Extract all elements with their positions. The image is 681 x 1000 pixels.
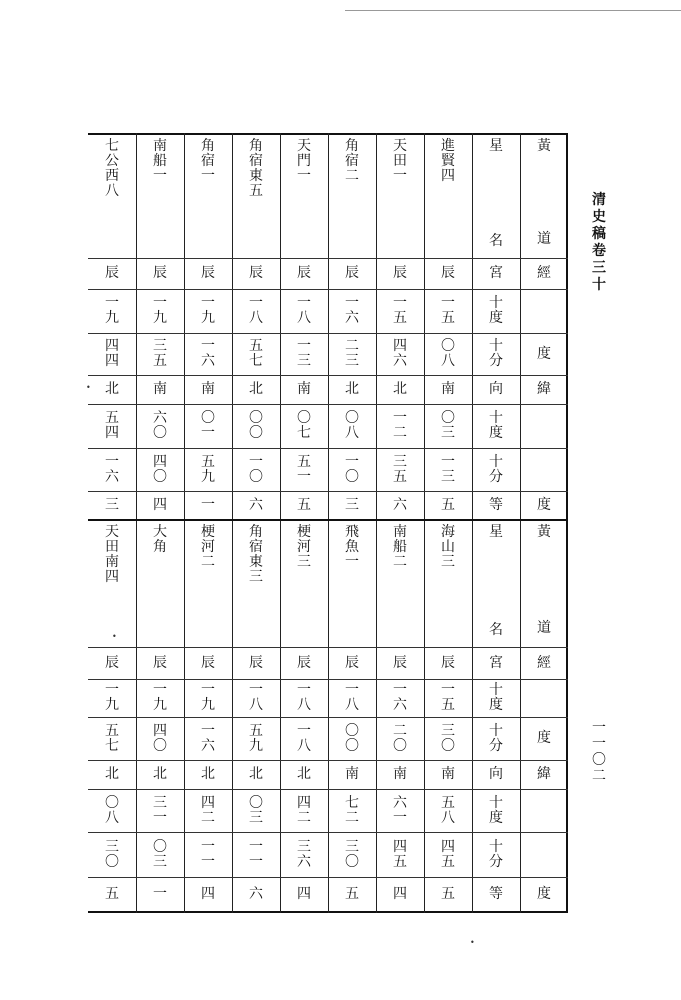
top-jd-cell: 一 五 [441, 295, 455, 326]
bottom-gong-cell: 辰 [345, 654, 359, 671]
bottom-jf-cell: 二 〇 [393, 722, 407, 754]
top-grade-cell: 三 [345, 496, 359, 513]
bottom-gong-cell: 辰 [297, 654, 311, 671]
bottom-jd-cell: 一 八 [345, 682, 359, 713]
bottom-jd-cell: 一 八 [249, 682, 263, 713]
bottom-jf-cell: 三 〇 [441, 722, 455, 754]
header-shidu: 十 度 [489, 410, 503, 441]
bottom-jd-cell: 一 八 [297, 682, 311, 713]
top-grade-cell: 四 [153, 496, 167, 513]
top-dir-cell: 南 [153, 381, 167, 397]
header-shifen: 十 分 [489, 338, 503, 369]
top-name-cell: 進 賢 四 [441, 138, 455, 184]
bottom-jd-cell: 一 六 [393, 682, 407, 713]
header-xing: 星 [489, 524, 503, 540]
top-wd-cell: 一 二 [393, 410, 407, 441]
bottom-wf-cell: 一 一 [201, 838, 215, 870]
top-grade-cell: 五 [441, 496, 455, 513]
bottom-name-cell: 天 田 南 四 [105, 524, 119, 585]
top-wf-cell: 三 五 [393, 453, 407, 485]
bottom-name-cell: 梗 河 二 [201, 524, 215, 570]
header-shidu: 十 度 [489, 794, 503, 826]
top-wf-cell: 五 一 [297, 453, 311, 485]
top-wd-cell: 六 〇 [153, 410, 167, 441]
top-dir-cell: 南 [201, 381, 215, 397]
bottom-grade-cell: 六 [249, 885, 263, 902]
bottom-jd-cell: 一 五 [441, 682, 455, 713]
bottom-wd-cell: 〇 三 [249, 794, 263, 826]
top-jf-cell: 二 三 [345, 338, 359, 369]
top-name-cell: 七 公 西 八 [105, 138, 119, 199]
row-divider [520, 877, 568, 878]
top-gong-cell: 辰 [297, 265, 311, 281]
top-name-cell: 角 宿 二 [345, 138, 359, 184]
top-wf-cell: 一 〇 [249, 453, 263, 485]
top-name-cell: 角 宿 一 [201, 138, 215, 184]
header-jing: 經 [537, 265, 551, 281]
scan-speck: • [112, 632, 117, 641]
top-dir-cell: 北 [393, 381, 407, 397]
bottom-jf-cell: 五 七 [105, 722, 119, 754]
bottom-wf-cell: 三 六 [297, 838, 311, 870]
bottom-wd-cell: 〇 八 [105, 794, 119, 826]
header-shifen: 十 分 [489, 453, 503, 485]
top-gong-cell: 辰 [105, 265, 119, 281]
top-dir-cell: 南 [441, 381, 455, 397]
row-divider [520, 789, 568, 790]
header-gong: 宮 [489, 265, 503, 281]
bottom-wf-cell: 三 〇 [345, 838, 359, 870]
bottom-name-cell: 海 山 三 [441, 524, 455, 570]
bottom-gong-cell: 辰 [441, 654, 455, 671]
bottom-name-cell: 角 宿 東 三 [249, 524, 263, 585]
bottom-dir-cell: 北 [297, 766, 311, 782]
bottom-jf-cell: 一 八 [297, 722, 311, 754]
top-jf-cell: 〇 八 [441, 338, 455, 369]
top-jd-cell: 一 六 [345, 295, 359, 326]
bottom-gong-cell: 辰 [153, 654, 167, 671]
header-shifen: 十 分 [489, 722, 503, 754]
bottom-name-cell: 南 船 二 [393, 524, 407, 570]
header-shidu: 十 度 [489, 295, 503, 326]
bottom-dir-cell: 北 [153, 766, 167, 782]
bottom-gong-cell: 辰 [105, 654, 119, 671]
bottom-wf-cell: 三 〇 [105, 838, 119, 870]
header-du: 度 [537, 885, 551, 902]
row-divider [520, 717, 568, 718]
bottom-grade-cell: 五 [345, 885, 359, 902]
row-divider [520, 679, 568, 680]
top-name-cell: 角 宿 東 五 [249, 138, 263, 199]
header-gong: 宮 [489, 654, 503, 671]
top-wd-cell: 〇 〇 [249, 410, 263, 441]
bottom-name-cell: 梗 河 三 [297, 524, 311, 570]
bottom-wf-cell: 〇 三 [153, 838, 167, 870]
header-xiang: 向 [489, 381, 503, 397]
top-jf-cell: 一 六 [201, 338, 215, 369]
header-wei: 緯 [537, 766, 551, 782]
bottom-name-cell: 大 角 [153, 524, 167, 555]
bottom-wd-cell: 四 二 [201, 794, 215, 826]
bottom-dir-cell: 北 [105, 766, 119, 782]
header-dao: 道 [537, 230, 551, 247]
bottom-dir-cell: 南 [441, 766, 455, 782]
top-jd-cell: 一 九 [201, 295, 215, 326]
header-shifen: 十 分 [489, 838, 503, 870]
top-gong-cell: 辰 [441, 265, 455, 281]
top-grade-cell: 六 [249, 496, 263, 513]
top-jf-cell: 一 三 [297, 338, 311, 369]
top-jf-cell: 四 四 [105, 338, 119, 369]
top-jd-cell: 一 五 [393, 295, 407, 326]
top-grade-cell: 五 [297, 496, 311, 513]
header-xing: 星 [489, 138, 503, 154]
star-catalog-table [88, 133, 568, 913]
bottom-jf-cell: 五 九 [249, 722, 263, 754]
top-gong-cell: 辰 [249, 265, 263, 281]
bottom-grade-cell: 四 [297, 885, 311, 902]
top-gong-cell: 辰 [201, 265, 215, 281]
scan-speck: • [470, 938, 475, 947]
bottom-grade-cell: 五 [441, 885, 455, 902]
page-top-rule [345, 10, 681, 11]
bottom-dir-cell: 北 [201, 766, 215, 782]
bottom-dir-cell: 北 [249, 766, 263, 782]
top-jd-cell: 一 九 [105, 295, 119, 326]
top-wd-cell: 〇 一 [201, 410, 215, 441]
top-wd-cell: 五 四 [105, 410, 119, 441]
bottom-wf-cell: 一 一 [249, 838, 263, 870]
bottom-wd-cell: 三 一 [153, 794, 167, 826]
bottom-jd-cell: 一 九 [201, 682, 215, 713]
top-grade-cell: 六 [393, 496, 407, 513]
top-grade-cell: 三 [105, 496, 119, 513]
top-jf-cell: 四 六 [393, 338, 407, 369]
bottom-grade-cell: 五 [105, 885, 119, 902]
header-du: 度 [537, 730, 551, 746]
top-wf-cell: 五 九 [201, 453, 215, 485]
top-wd-cell: 〇 八 [345, 410, 359, 441]
bottom-grade-cell: 四 [201, 885, 215, 902]
top-wd-cell: 〇 七 [297, 410, 311, 441]
bottom-wf-cell: 四 五 [441, 838, 455, 870]
top-jf-cell: 五 七 [249, 338, 263, 369]
top-name-cell: 天 門 一 [297, 138, 311, 184]
top-name-cell: 天 田 一 [393, 138, 407, 184]
row-divider [520, 491, 568, 492]
header-shidu: 十 度 [489, 682, 503, 713]
bottom-dir-cell: 南 [393, 766, 407, 782]
top-grade-cell: 一 [201, 496, 215, 513]
bottom-dir-cell: 南 [345, 766, 359, 782]
header-du: 度 [537, 496, 551, 513]
top-wf-cell: 一 〇 [345, 453, 359, 485]
top-dir-cell: 北 [249, 381, 263, 397]
header-xiang: 向 [489, 766, 503, 782]
header-dao: 道 [537, 619, 551, 636]
header-jing: 經 [537, 654, 551, 671]
bottom-jd-cell: 一 九 [153, 682, 167, 713]
bottom-jf-cell: 〇 〇 [345, 722, 359, 754]
bottom-wd-cell: 七 二 [345, 794, 359, 826]
bottom-gong-cell: 辰 [201, 654, 215, 671]
row-divider [520, 832, 568, 833]
header-ming: 名 [489, 232, 503, 249]
top-dir-cell: 北 [345, 381, 359, 397]
bottom-jf-cell: 四 〇 [153, 722, 167, 754]
bottom-gong-cell: 辰 [393, 654, 407, 671]
bottom-wd-cell: 五 八 [441, 794, 455, 826]
header-wei: 緯 [537, 381, 551, 397]
top-dir-cell: 北 [105, 381, 119, 397]
header-deng: 等 [489, 885, 503, 902]
row-divider [520, 333, 568, 334]
top-wd-cell: 〇 三 [441, 410, 455, 441]
top-jd-cell: 一 九 [153, 295, 167, 326]
bottom-wd-cell: 四 二 [297, 794, 311, 826]
top-gong-cell: 辰 [153, 265, 167, 281]
top-wf-cell: 四 〇 [153, 453, 167, 485]
top-gong-cell: 辰 [345, 265, 359, 281]
page-margin-title: 清史稿卷三十 [592, 192, 606, 293]
top-jf-cell: 三 五 [153, 338, 167, 369]
bottom-wd-cell: 六 一 [393, 794, 407, 826]
bottom-grade-cell: 一 [153, 885, 167, 902]
top-jd-cell: 一 八 [249, 295, 263, 326]
row-divider [520, 289, 568, 290]
top-dir-cell: 南 [297, 381, 311, 397]
bottom-grade-cell: 四 [393, 885, 407, 902]
header-deng: 等 [489, 496, 503, 513]
page-number: 一一〇二 [592, 720, 606, 784]
row-divider [520, 404, 568, 405]
bottom-gong-cell: 辰 [249, 654, 263, 671]
header-huang: 黃 [537, 138, 551, 154]
bottom-wf-cell: 四 五 [393, 838, 407, 870]
header-ming: 名 [489, 621, 503, 638]
top-wf-cell: 一 六 [105, 453, 119, 485]
top-name-cell: 南 船 一 [153, 138, 167, 184]
row-divider [520, 448, 568, 449]
bottom-jf-cell: 一 六 [201, 722, 215, 754]
bottom-jd-cell: 一 九 [105, 682, 119, 713]
top-wf-cell: 一 三 [441, 453, 455, 485]
scan-speck: • [86, 383, 91, 392]
top-jd-cell: 一 八 [297, 295, 311, 326]
top-gong-cell: 辰 [393, 265, 407, 281]
header-du: 度 [537, 345, 551, 362]
bottom-name-cell: 飛 魚 一 [345, 524, 359, 570]
header-huang: 黃 [537, 524, 551, 540]
